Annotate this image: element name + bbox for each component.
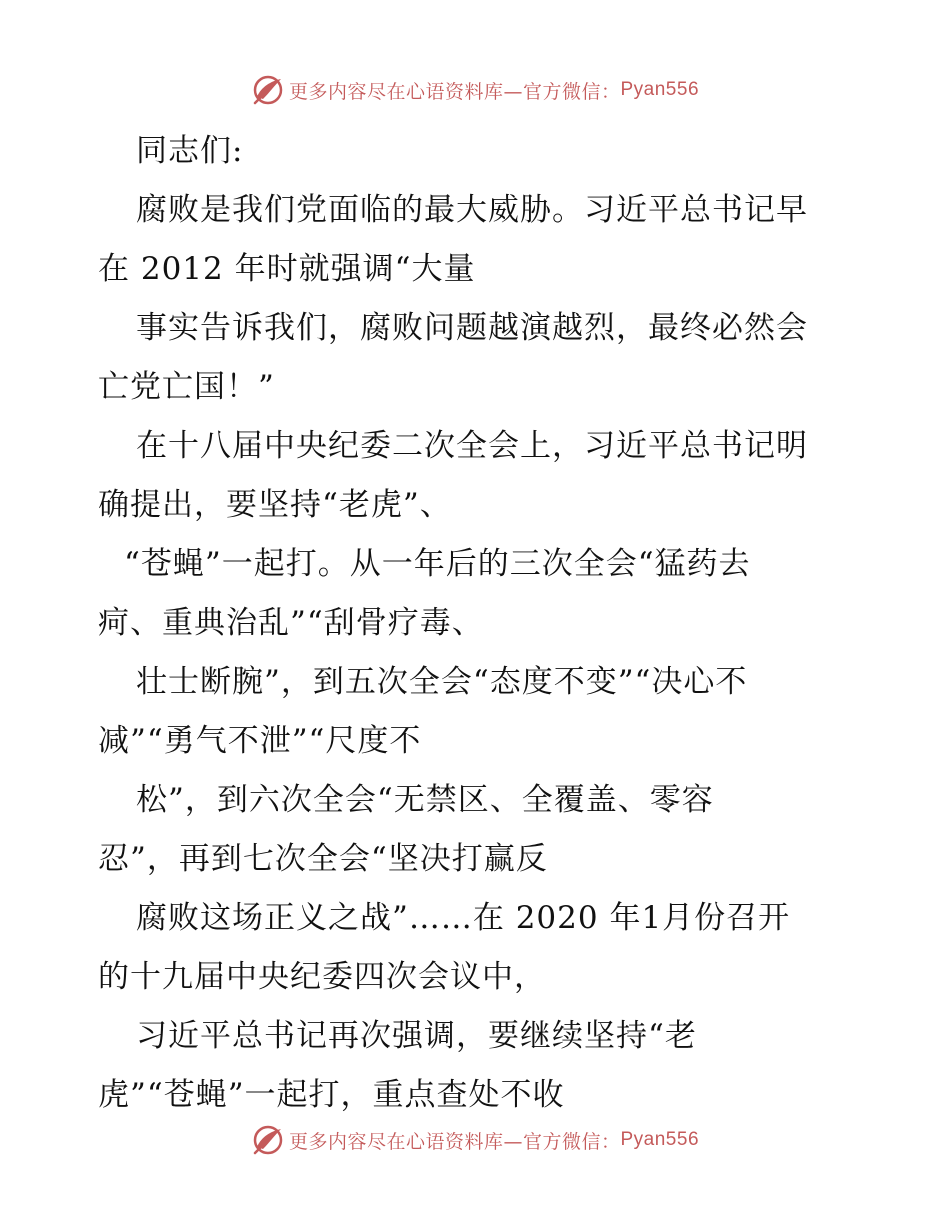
paragraph-line: 的十九届中央纪委四次会议中， [98,959,546,995]
pen-nib-logo-icon [251,73,285,107]
paragraph-line: 松”，到六次全会“无禁区、全覆盖、零容 [136,782,714,818]
banner-text: 更多内容尽在心语资料库—官方微信： [288,80,621,103]
banner-text: 更多内容尽在心语资料库—官方微信： [288,1130,621,1153]
paragraph-line: 同志们: [136,133,244,169]
paragraph-line: 腐败是我们党面临的最大威胁。习近平总书记早 [136,192,808,228]
paragraph-line: 壮士断腕”，到五次全会“态度不变”“决心不 [136,664,748,700]
paragraph-line: 腐败这场正义之战”……在 2020 年1月份召开 [136,900,791,936]
paragraph-line: 忍”，再到七次全会“坚决打赢反 [98,841,548,877]
paragraph-line: 亡党亡国！” [98,369,275,405]
pen-nib-logo-icon [251,1123,285,1157]
footer-watermark-banner [0,1120,950,1160]
paragraph-line: “苍蝇”一起打。从一年后的三次全会“猛药去 [124,546,751,582]
paragraph-line: 习近平总书记再次强调，要继续坚持“老 [136,1018,697,1054]
paragraph-line: 在 2012 年时就强调“大量 [98,251,476,287]
banner-wechat-id: Pyan556 [620,1129,700,1150]
paragraph-line: 在十八届中央纪委二次全会上，习近平总书记明 [136,428,808,464]
paragraph-line: 疴、重典治乱”“刮骨疗毒、 [98,605,484,641]
paragraph-line: 事实告诉我们，腐败问题越演越烈，最终必然会 [136,310,808,346]
paragraph-line: 虎”“苍蝇”一起打，重点查处不收 [98,1077,565,1113]
paragraph-line: 确提出，要坚持“老虎”、 [98,487,452,523]
header-watermark-banner [0,70,950,110]
banner-wechat-id: Pyan556 [620,79,700,100]
document-body [98,122,858,1125]
paragraph-line: 减”“勇气不泄”“尺度不 [98,723,422,759]
